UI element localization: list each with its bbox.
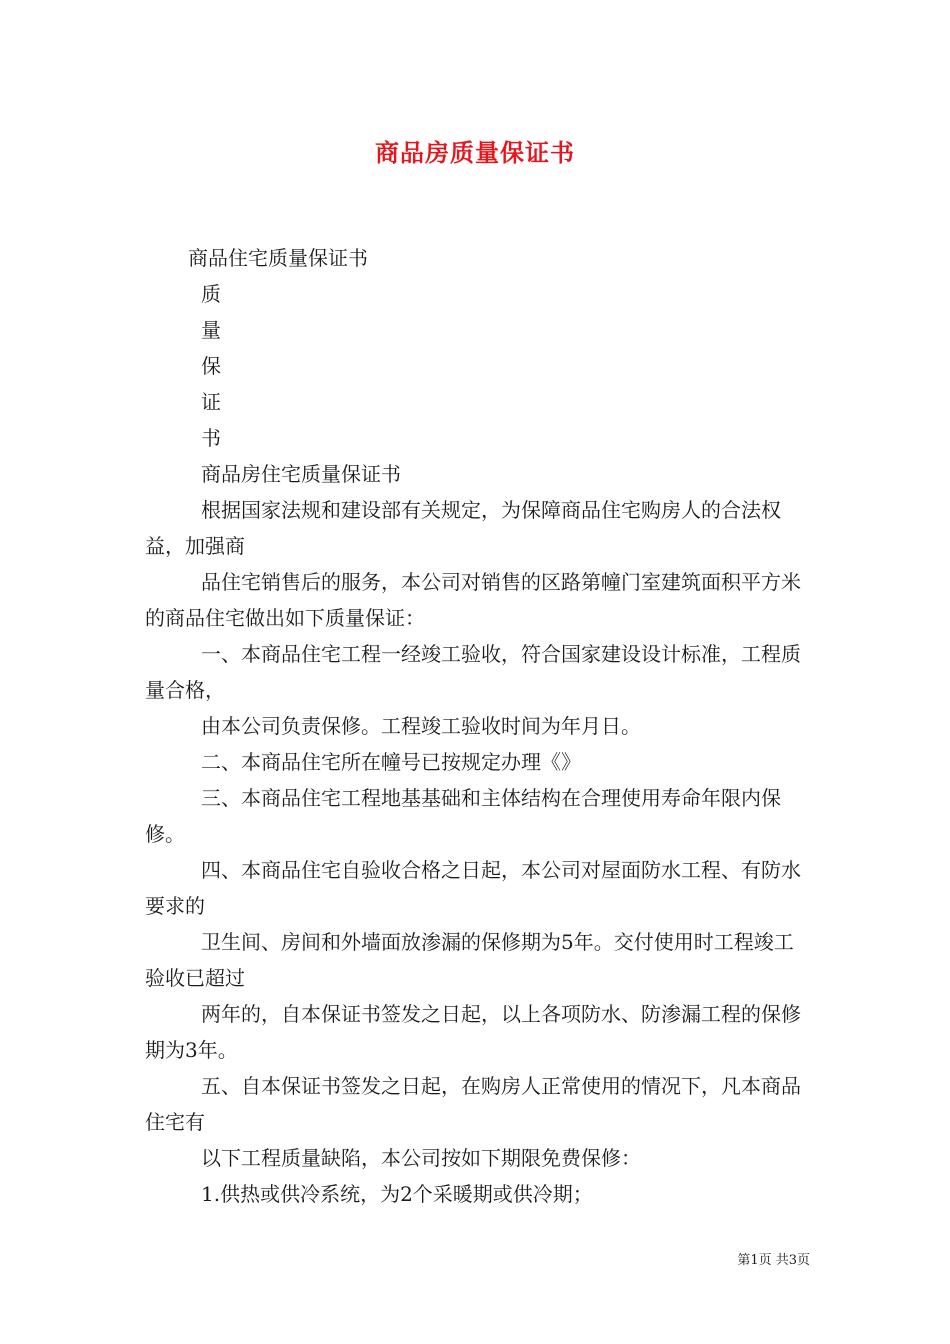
paragraph: 五、自本保证书签发之日起，在购房人正常使用的情况下，凡本商品住宅有: [145, 1074, 801, 1134]
paragraph: 量: [201, 318, 221, 342]
paragraph: 1.供热或供冷系统，为2个采暖期或供冷期；: [201, 1182, 593, 1206]
paragraph: 三、本商品住宅工程地基基础和主体结构在合理使用寿命年限内保修。: [145, 786, 781, 846]
paragraph: 证: [201, 390, 221, 414]
paragraph: 四、本商品住宅自验收合格之日起，本公司对屋面防水工程、有防水要求的: [145, 858, 801, 918]
paragraph: 质: [201, 282, 221, 306]
paragraph: 商品房住宅质量保证书: [201, 462, 401, 486]
paragraph: 一、本商品住宅工程一经竣工验收，符合国家建设设计标准，工程质量合格，: [145, 642, 801, 702]
paragraph: 两年的，自本保证书签发之日起，以上各项防水、防渗漏工程的保修期为3年。: [145, 1002, 801, 1062]
document-body: [145, 240, 810, 1212]
paragraph: 二、本商品住宅所在幢号已按规定办理《》: [201, 750, 581, 774]
paragraph: 以下工程质量缺陷，本公司按如下期限免费保修：: [201, 1146, 641, 1170]
paragraph: 保: [201, 354, 221, 378]
paragraph: 书: [201, 426, 221, 450]
paragraph: 商品住宅质量保证书: [188, 246, 368, 270]
paragraph: 由本公司负责保修。工程竣工验收时间为年月日。: [201, 714, 641, 738]
paragraph: 根据国家法规和建设部有关规定，为保障商品住宅购房人的合法权益，加强商: [145, 498, 781, 558]
page-number-footer: 第1页 共3页: [737, 1253, 810, 1268]
document-title: 商品房质量保证书: [375, 139, 575, 167]
paragraph: 卫生间、房间和外墙面放渗漏的保修期为5年。交付使用时工程竣工验收已超过: [145, 930, 794, 990]
paragraph: 品住宅销售后的服务，本公司对销售的区路第幢门室建筑面积平方米的商品住宅做出如下质量保证：: [145, 570, 801, 630]
